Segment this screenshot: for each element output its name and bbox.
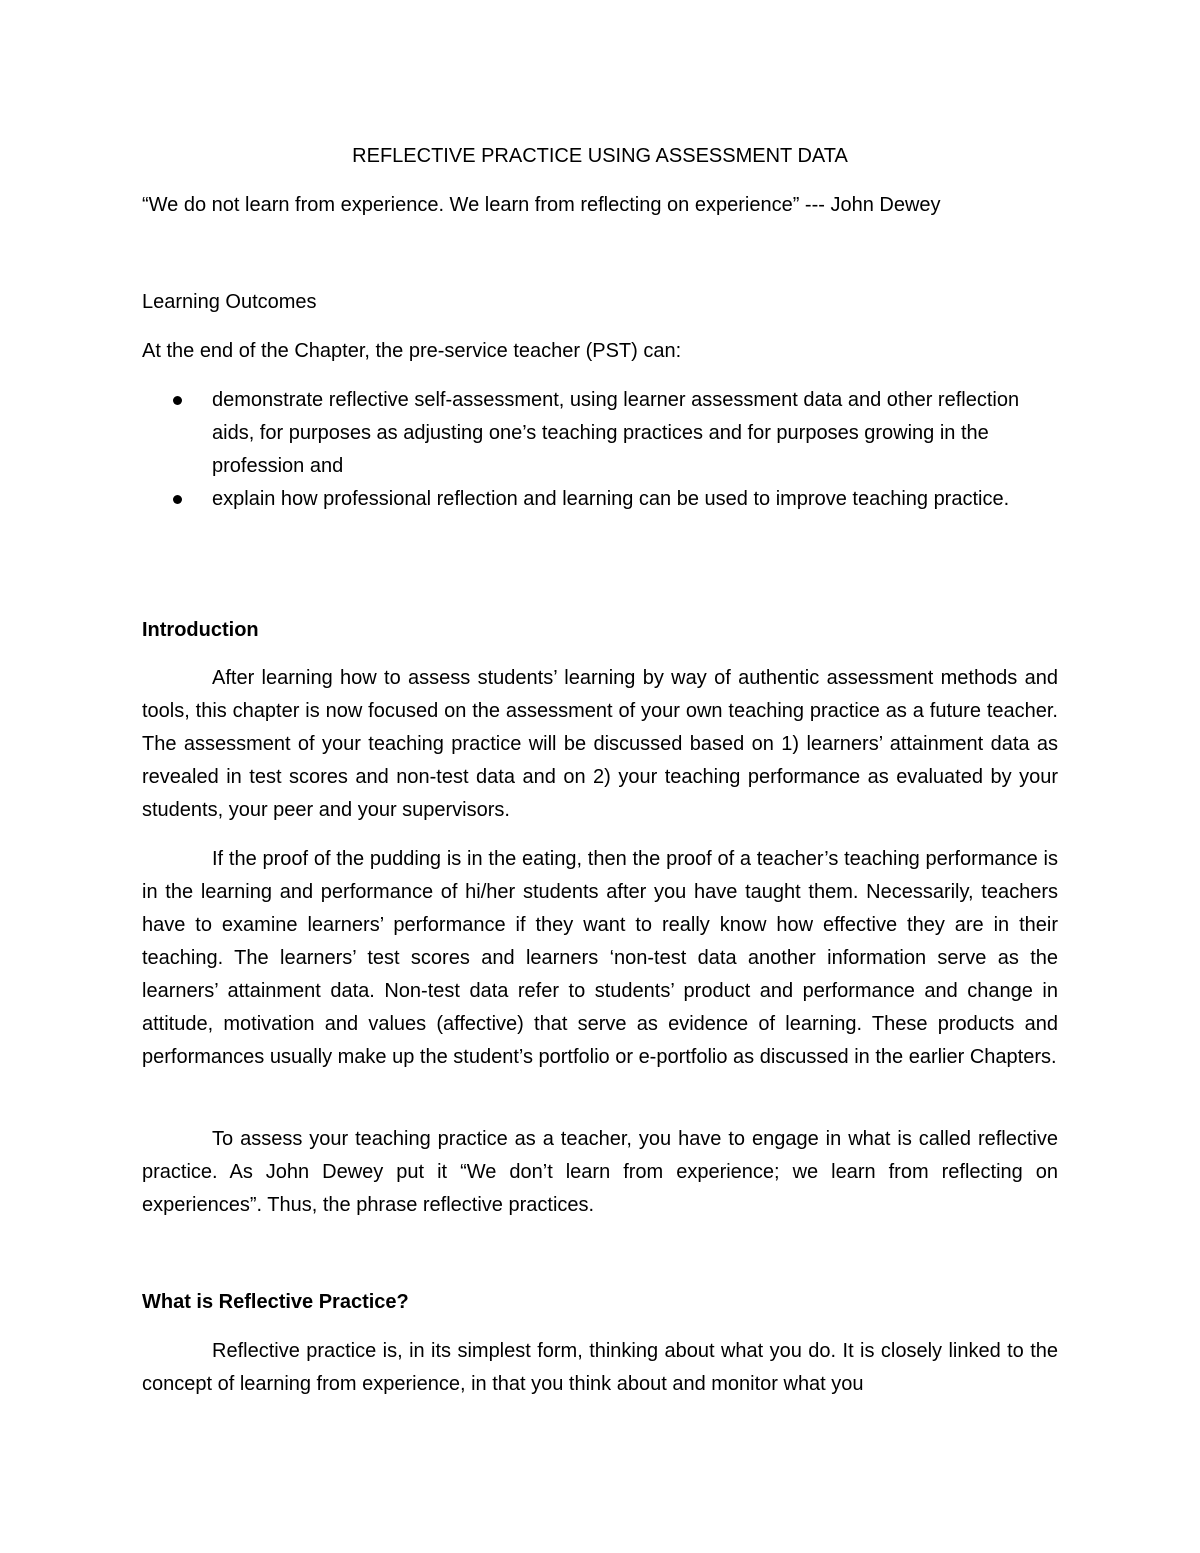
list-item [142, 483, 1058, 516]
bullet-icon [173, 396, 182, 405]
list-item-text: explain how professional reflection and learning can be used to improve teaching practice. [212, 488, 1010, 510]
introduction-heading: Introduction [142, 619, 259, 641]
introduction-paragraph: To assess your teaching practice as a teacher, you have to engage in what is called reflective practice. As John Dewey put it “We don’t learn from experience; we learn from reflecting on experiences”. Thus, the phrase reflective practices. [142, 1128, 1058, 1216]
introduction-paragraph: After learning how to assess students’ learning by way of authentic assessment methods and tools, this chapter is now focused on the assessment of your own teaching practice as a future teacher. The assessment of your teaching practice will be discussed based on 1) learners’ attainment data as revealed in test scores and non-test data and on 2) your teaching performance as evaluated by your students, your peer and your supervisors. [142, 667, 1058, 821]
learning-outcomes-heading: Learning Outcomes [142, 291, 317, 313]
bullet-icon [173, 495, 182, 504]
list-item-text: demonstrate reflective self-assessment, using learner assessment data and other reflection aids, for purposes as adjusting one’s teaching practices and for purposes growing in the profession and [212, 389, 1020, 477]
learning-outcomes-intro: At the end of the Chapter, the pre-service teacher (PST) can: [142, 340, 682, 362]
list-item [142, 384, 1058, 483]
learning-outcomes-list [142, 384, 1058, 516]
epigraph-quote: “We do not learn from experience. We learn from reflecting on experience” --- John Dewey [142, 194, 941, 216]
introduction-paragraph: If the proof of the pudding is in the eating, then the proof of a teacher’s teaching performance is in the learning and performance of hi/her students after you have taught them. Necessarily, teachers have to examine learners’ performance if they want to really know how effective they are in their teaching. The learners’ test scores and learners ‘non-test data another information serve as the learners’ attainment data. Non-test data refer to students’ product and performance and change in attitude, motivation and values (affective) that serve as evidence of learning. These products and performances usually make up the student’s portfolio or e-portfolio as discussed in the earlier Chapters. [142, 848, 1058, 1068]
reflective-practice-paragraph: Reflective practice is, in its simplest form, thinking about what you do. It is closely linked to the concept of learning from experience, in that you think about and monitor what you [142, 1340, 1058, 1395]
reflective-practice-heading: What is Reflective Practice? [142, 1291, 409, 1313]
document-title: REFLECTIVE PRACTICE USING ASSESSMENT DATA [352, 145, 848, 167]
